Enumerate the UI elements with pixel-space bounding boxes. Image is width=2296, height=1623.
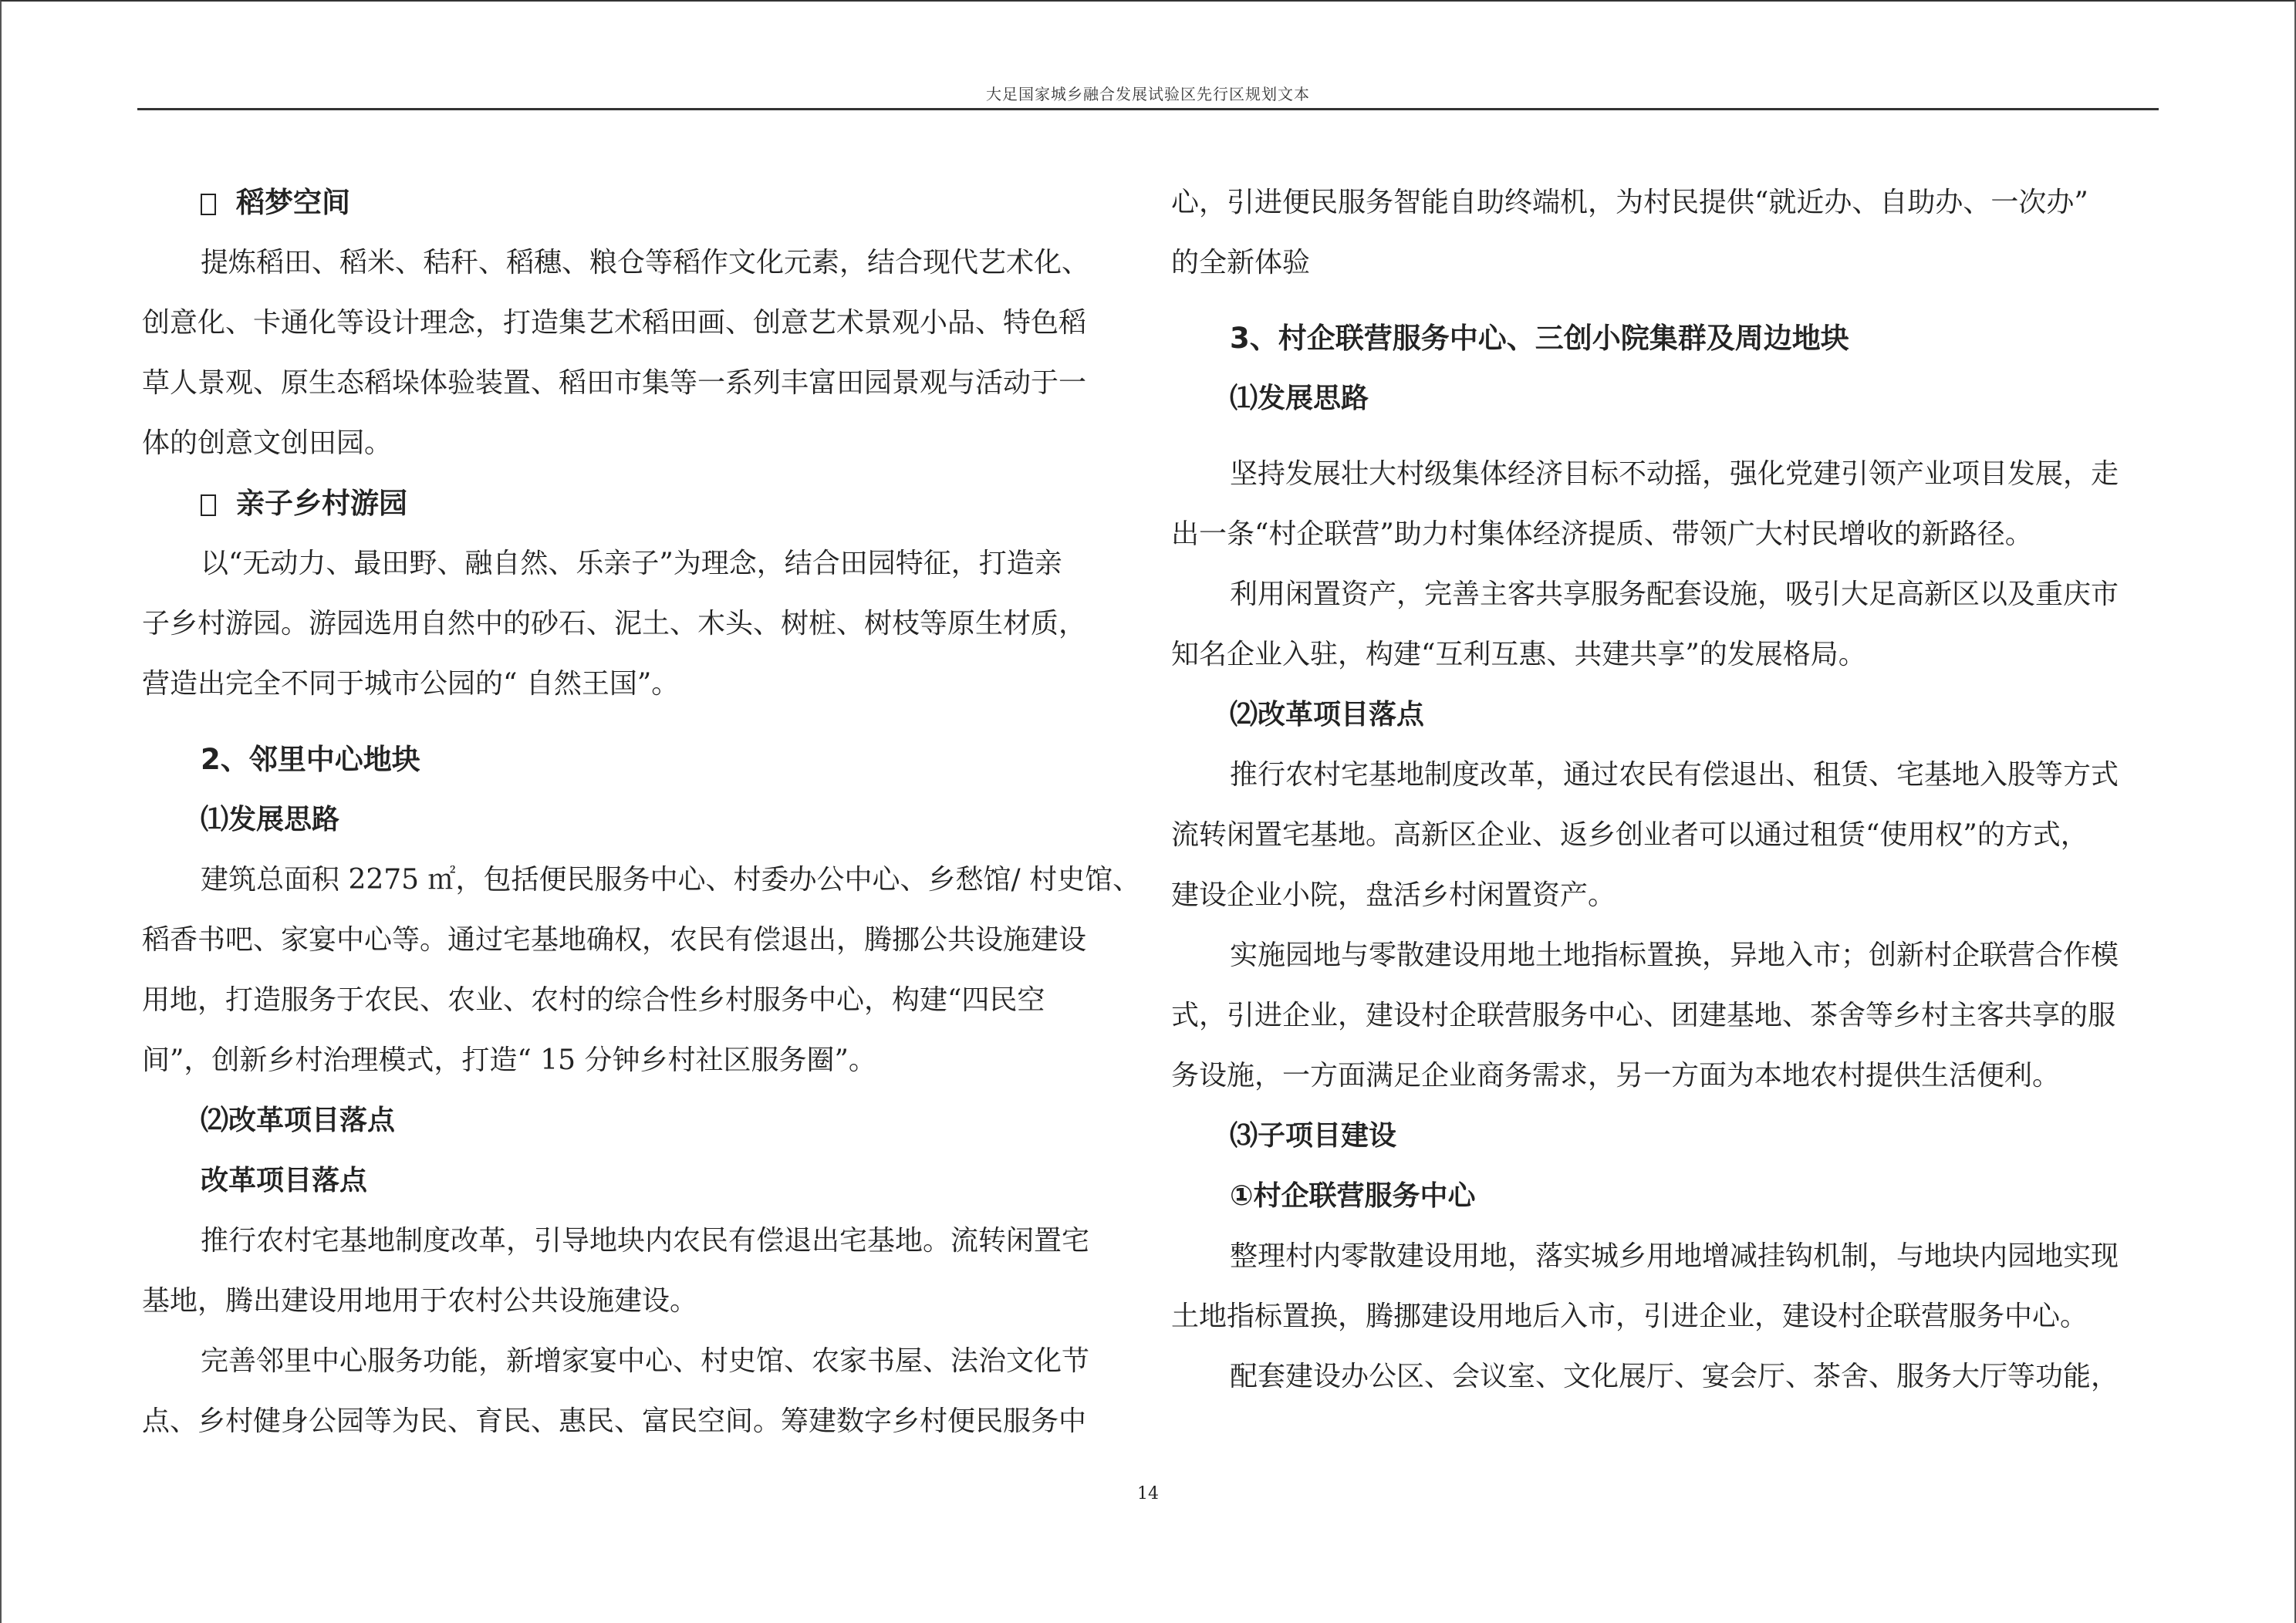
paragraph-line: 完善邻里中心服务功能，新增家宴中心、村史馆、农家书屋、法治文化节 <box>201 1345 1090 1377</box>
subheading-reform: ⑵改革项目落点 <box>201 1105 396 1136</box>
subheading-reform-points: 改革项目落点 <box>201 1165 368 1196</box>
checkbox-bullet-icon <box>201 494 216 516</box>
paragraph-line: 心，引进便民服务智能自助终端机，为村民提供“就近办、自助办、一次办” <box>1171 187 2088 218</box>
paragraph-line: 整理村内零散建设用地，落实城乡用地增减挂钩机制，与地块内园地实现 <box>1230 1240 2119 1272</box>
paragraph-line: 务设施，一方面满足企业商务需求，另一方面为本地农村提供生活便利。 <box>1171 1060 2061 1092</box>
paragraph-line: 稻香书吧、家宴中心等。通过宅基地确权，农民有偿退出，腾挪公共设施建设 <box>142 924 1087 956</box>
paragraph-line: 间”，创新乡村治理模式，打造“ 15 分钟乡村社区服务圈”。 <box>142 1044 876 1076</box>
paragraph-line: 营造出完全不同于城市公园的“ 自然王国”。 <box>142 668 680 700</box>
paragraph-line: 土地指标置换，腾挪建设用地后入市，引进企业，建设村企联营服务中心。 <box>1171 1301 2088 1332</box>
section-title-daomeng <box>142 173 1137 233</box>
paragraph-line: 配套建设办公区、会议室、文化展厅、宴会厅、茶舍、服务大厅等功能， <box>1230 1361 2119 1392</box>
paragraph-line: 流转闲置宅基地。高新区企业、返乡创业者可以通过租赁“使用权”的方式， <box>1171 819 2088 851</box>
subheading-subprojects: ⑶子项目建设 <box>1230 1120 1397 1152</box>
paragraph-line: 建设企业小院，盘活乡村闲置资产。 <box>1171 879 1616 911</box>
paragraph-line: 创意化、卡通化等设计理念，打造集艺术稻田画、创意艺术景观小品、特色稻 <box>142 307 1087 339</box>
page-number: 14 <box>1137 1484 1159 1503</box>
section-title-text: 亲子乡村游园 <box>236 487 407 520</box>
paragraph-line: 的全新体验 <box>1171 247 1311 278</box>
header-title: 大足国家城乡融合发展试验区先行区规划文本 <box>986 85 1310 103</box>
paragraph-line: 实施园地与零散建设用地土地指标置换，异地入市；创新村企联营合作模 <box>1230 940 2119 971</box>
paragraph-line: 建筑总面积 2275 ㎡，包括便民服务中心、村委办公中心、乡愁馆/ 村史馆、 <box>201 864 1141 896</box>
heading-village-enterprise: 3、村企联营服务中心、三创小院集群及周边地块 <box>1230 322 1849 355</box>
paragraph-line: 式，引进企业，建设村企联营服务中心、团建基地、茶舍等乡村主客共享的服 <box>1171 1000 2116 1031</box>
subheading-development: ⑴发展思路 <box>1230 383 1369 414</box>
subheading-reform: ⑵改革项目落点 <box>1230 699 1425 731</box>
heading-neighborhood-center: 2、邻里中心地块 <box>201 743 420 776</box>
paragraph-line: 推行农村宅基地制度改革，引导地块内农民有偿退出宅基地。流转闲置宅 <box>201 1225 1090 1257</box>
paragraph-line: 以“无动力、最田野、融自然、乐亲子”为理念，结合田园特征，打造亲 <box>201 548 1062 579</box>
paragraph-line: 草人景观、原生态稻垛体验装置、稻田市集等一系列丰富田园景观与活动于一 <box>142 367 1087 399</box>
paragraph-line: 利用闲置资产，完善主客共享服务配套设施，吸引大足高新区以及重庆市 <box>1230 579 2119 610</box>
paragraph-line: 点、乡村健身公园等为民、育民、惠民、富民空间。筹建数字乡村便民服务中 <box>142 1405 1087 1437</box>
subheading-development: ⑴发展思路 <box>201 804 340 835</box>
paragraph-line: 出一条“村企联营”助力村集体经济提质、带领广大村民增收的新路径。 <box>1171 518 2033 550</box>
paragraph-line: 坚持发展壮大村级集体经济目标不动摇，强化党建引领产业项目发展，走 <box>1230 458 2119 490</box>
paragraph-line: 体的创意文创田园。 <box>142 427 393 459</box>
checkbox-bullet-icon <box>201 194 216 215</box>
section-title-text: 稻梦空间 <box>236 186 350 219</box>
paragraph-line: 基地，腾出建设用地用于农村公共设施建设。 <box>142 1285 698 1317</box>
left-column <box>142 173 1141 1452</box>
paragraph-line: 子乡村游园。游园选用自然中的砂石、泥土、木头、树桩、树枝等原生材质， <box>142 608 1087 639</box>
paragraph-line: 用地，打造服务于农民、农业、农村的综合性乡村服务中心，构建“四民空 <box>142 984 1045 1016</box>
paragraph-line: 推行农村宅基地制度改革，通过农民有偿退出、租赁、宅基地入股等方式 <box>1230 759 2119 791</box>
paragraph-line: 知名企业入驻，构建“互利互惠、共建共享”的发展格局。 <box>1171 639 1866 670</box>
page-header <box>137 77 2159 110</box>
section-title-qinzi <box>142 474 1137 534</box>
paragraph-line: 提炼稻田、稻米、秸秆、稻穗、粮仓等稻作文化元素，结合现代艺术化、 <box>201 247 1090 278</box>
right-column <box>1171 173 2159 1407</box>
subheading-service-center: ①村企联营服务中心 <box>1230 1180 1476 1212</box>
